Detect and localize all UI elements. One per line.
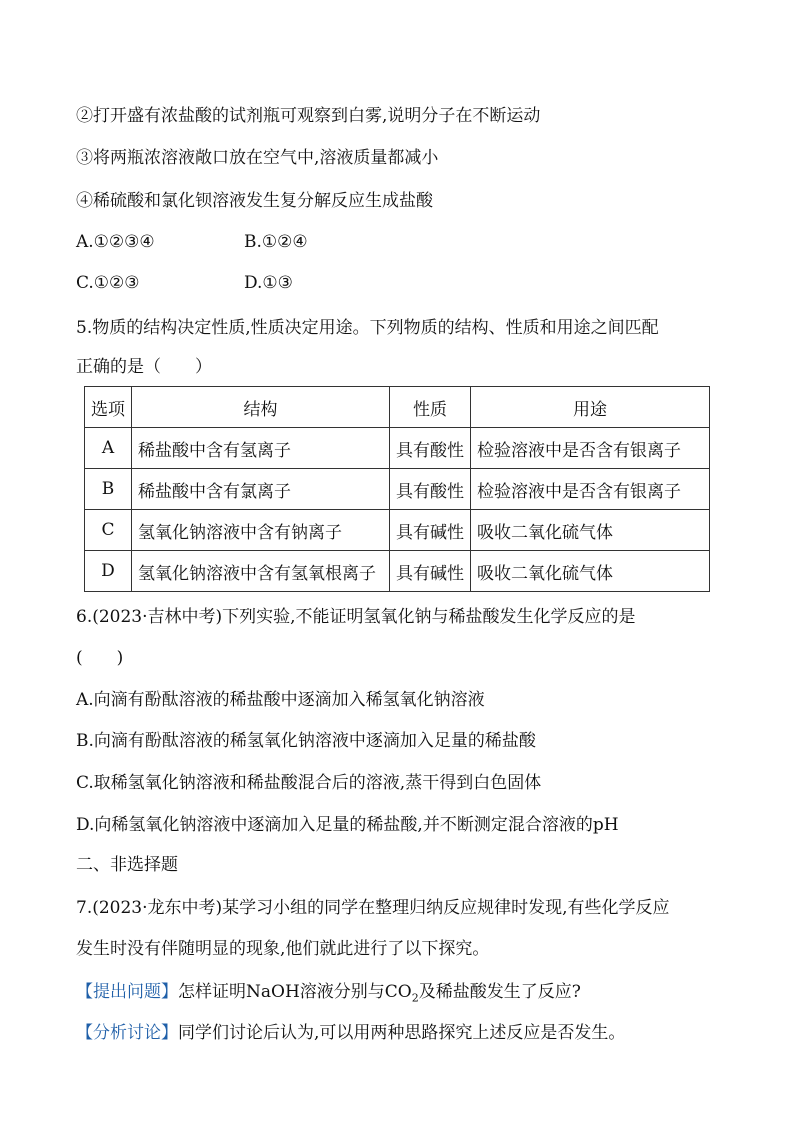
q7-analysis-label: 【分析讨论】 — [76, 1023, 178, 1043]
q7-analysis — [76, 1021, 625, 1045]
q6-option-a: A.向滴有酚酞溶液的稀盐酸中逐滴加入稀氢氧化钠溶液 — [76, 690, 485, 710]
q5-cell: 吸收二氧化硫气体 — [471, 510, 710, 551]
q4-statement-2: ②打开盛有浓盐酸的试剂瓶可观察到白雾,说明分子在不断运动 — [76, 106, 541, 126]
q7-raise-question-subscript: 2 — [411, 991, 419, 1005]
q4-option-c: C.①②③ — [76, 273, 140, 293]
q4-statement-3: ③将两瓶浓溶液敞口放在空气中,溶液质量都减小 — [76, 148, 439, 168]
q7-raise-question — [76, 980, 581, 1010]
q5-cell: 检验溶液中是否含有银离子 — [471, 428, 710, 469]
q4-option-a: A.①②③④ — [76, 232, 155, 252]
q5-cell: A — [85, 428, 132, 469]
table-row — [85, 469, 710, 510]
q5-cell: 具有碱性 — [390, 551, 471, 592]
q6-stem-line1: 6.(2023·吉林中考)下列实验,不能证明氢氧化钠与稀盐酸发生化学反应的是 — [76, 607, 636, 627]
q6-option-b: B.向滴有酚酞溶液的稀氢氧化钠溶液中逐滴加入足量的稀盐酸 — [76, 731, 536, 751]
q6-option-c: C.取稀氢氧化钠溶液和稀盐酸混合后的溶液,蒸干得到白色固体 — [76, 773, 542, 793]
q5-cell: D — [85, 551, 132, 592]
q7-raise-question-text-2: 及稀盐酸发生了反应? — [418, 982, 581, 1002]
q5-stem-line1: 5.物质的结构决定性质,性质决定用途。下列物质的结构、性质和用途之间匹配 — [76, 318, 659, 338]
q5-cell: 检验溶液中是否含有银离子 — [471, 469, 710, 510]
q6-stem-line2: ( ) — [76, 648, 124, 668]
table-row — [85, 510, 710, 551]
q5-header-structure: 结构 — [132, 387, 390, 428]
q5-header-option: 选项 — [85, 387, 132, 428]
q5-cell: 氢氧化钠溶液中含有钠离子 — [132, 510, 390, 551]
q6-option-d: D.向稀氢氧化钠溶液中逐滴加入足量的稀盐酸,并不断测定混合溶液的pH — [76, 815, 619, 835]
table-row — [85, 428, 710, 469]
section-heading-non-choice: 二、非选择题 — [76, 855, 178, 875]
q5-stem-line2: 正确的是（ ） — [76, 357, 212, 377]
q5-header-property: 性质 — [390, 387, 471, 428]
q5-cell: 具有碱性 — [390, 510, 471, 551]
table-row — [85, 551, 710, 592]
q4-option-d: D.①③ — [244, 273, 293, 293]
q5-cell: 具有酸性 — [390, 469, 471, 510]
q4-statement-4: ④稀硫酸和氯化钡溶液发生复分解反应生成盐酸 — [76, 191, 433, 211]
q5-header-use: 用途 — [471, 387, 710, 428]
q7-stem-line2: 发生时没有伴随明显的现象,他们就此进行了以下探究。 — [76, 939, 490, 959]
q7-stem-line1: 7.(2023·龙东中考)某学习小组的同学在整理归纳反应规律时发现,有些化学反应 — [76, 898, 670, 918]
q4-option-b: B.①②④ — [244, 232, 308, 252]
q5-cell: 具有酸性 — [390, 428, 471, 469]
q5-cell: 氢氧化钠溶液中含有氢氧根离子 — [132, 551, 390, 592]
q5-cell: B — [85, 469, 132, 510]
q7-analysis-text: 同学们讨论后认为,可以用两种思路探究上述反应是否发生。 — [178, 1023, 626, 1043]
q5-cell: 稀盐酸中含有氢离子 — [132, 428, 390, 469]
q5-cell: C — [85, 510, 132, 551]
q5-cell: 吸收二氧化硫气体 — [471, 551, 710, 592]
q7-raise-question-label: 【提出问题】 — [76, 982, 178, 1002]
q5-table — [84, 386, 710, 592]
q5-table-header-row — [85, 387, 710, 428]
q7-raise-question-text-1: 怎样证明NaOH溶液分别与CO — [178, 982, 412, 1002]
q5-cell: 稀盐酸中含有氯离子 — [132, 469, 390, 510]
